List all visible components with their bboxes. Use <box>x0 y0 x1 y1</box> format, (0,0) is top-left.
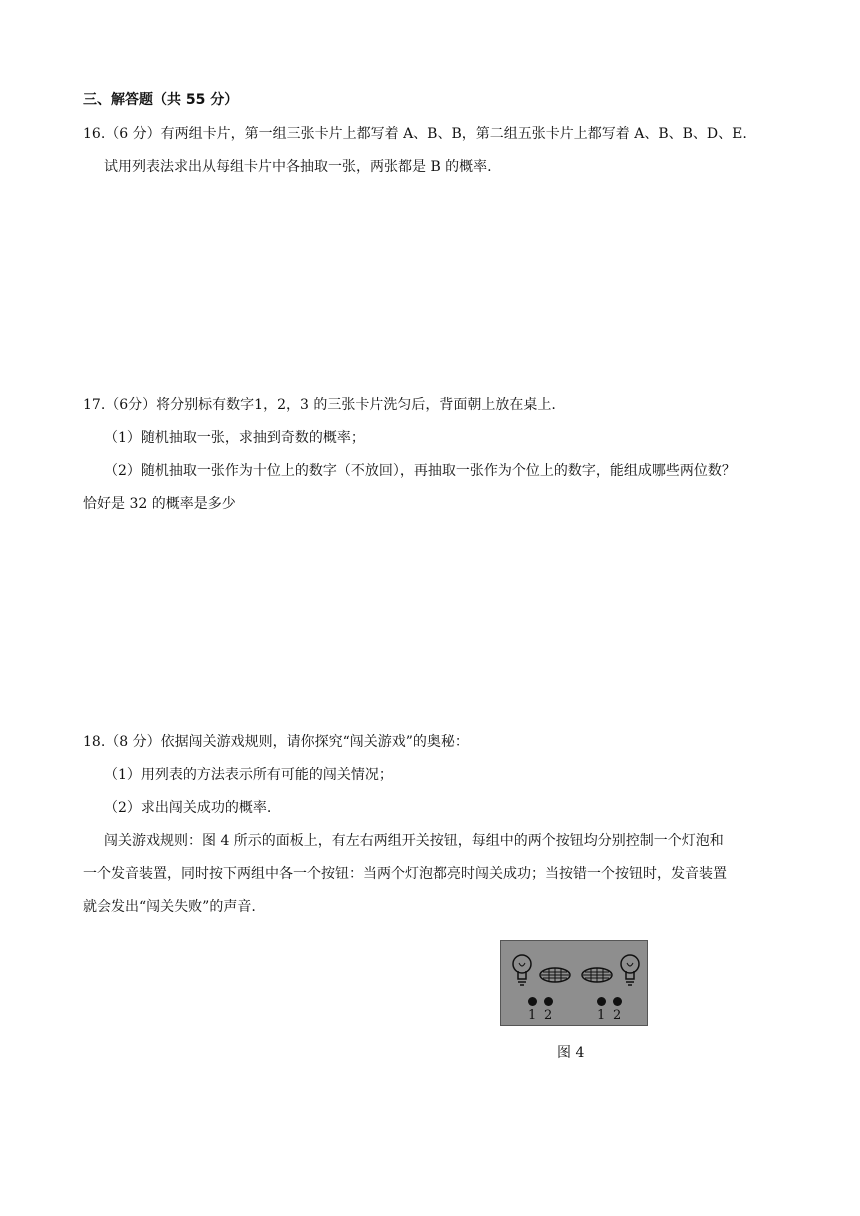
q16-line1: 16.（6 分）有两组卡片，第一组三张卡片上都写着 A、B、B，第二组五张卡片上都写着 A、B、B、D、E. <box>83 126 747 142</box>
right-button-1[interactable] <box>597 997 606 1006</box>
q17-part2-line2: 恰好是 32 的概率是多少 <box>83 496 236 512</box>
q17-part1: （1）随机抽取一张，求抽到奇数的概率； <box>104 430 365 446</box>
figure-caption: 图 4 <box>557 1045 585 1061</box>
section-title: 三、解答题（共 55 分） <box>83 92 239 108</box>
q18-part2: （2）求出闯关成功的概率. <box>104 800 272 816</box>
left-label-1: 1 <box>528 1008 537 1023</box>
figure4-panel <box>500 940 648 1026</box>
right-buzzer-icon <box>581 967 613 983</box>
q16-line2: 试用列表法求出从每组卡片中各抽取一张，两张都是 B 的概率. <box>104 159 492 175</box>
left-buzzer-icon <box>539 967 571 983</box>
q18-part1: （1）用列表的方法表示所有可能的闯关情况； <box>104 767 393 783</box>
q18-rule-line3: 就会发出“闯关失败”的声音. <box>83 899 256 915</box>
right-label-2: 2 <box>613 1008 622 1023</box>
left-label-2: 2 <box>544 1008 553 1023</box>
q17-part2-line1: （2）随机抽取一张作为十位上的数字（不放回），再抽取一张作为个位上的数字，能组成哪些两位数？ <box>104 463 736 479</box>
right-button-2[interactable] <box>613 997 622 1006</box>
left-button-1[interactable] <box>528 997 537 1006</box>
left-button-2[interactable] <box>544 997 553 1006</box>
q18-rule-line2: 一个发音装置，同时按下两组中各一个按钮：当两个灯泡都亮时闯关成功；当按错一个按钮时，发音装置 <box>83 866 727 882</box>
q18-rule-line1: 闯关游戏规则：图 4 所示的面板上，有左右两组开关按钮，每组中的两个按钮均分别控制一个灯泡和 <box>104 833 724 849</box>
q18-line1: 18.（8 分）依据闯关游戏规则，请你探究“闯关游戏”的奥秘： <box>83 734 469 750</box>
right-label-1: 1 <box>597 1008 606 1023</box>
q17-line1: 17.（6分）将分别标有数字1，2，3 的三张卡片洗匀后，背面朝上放在桌上. <box>83 397 556 413</box>
left-bulb-icon <box>511 953 533 987</box>
right-bulb-icon <box>619 953 641 987</box>
